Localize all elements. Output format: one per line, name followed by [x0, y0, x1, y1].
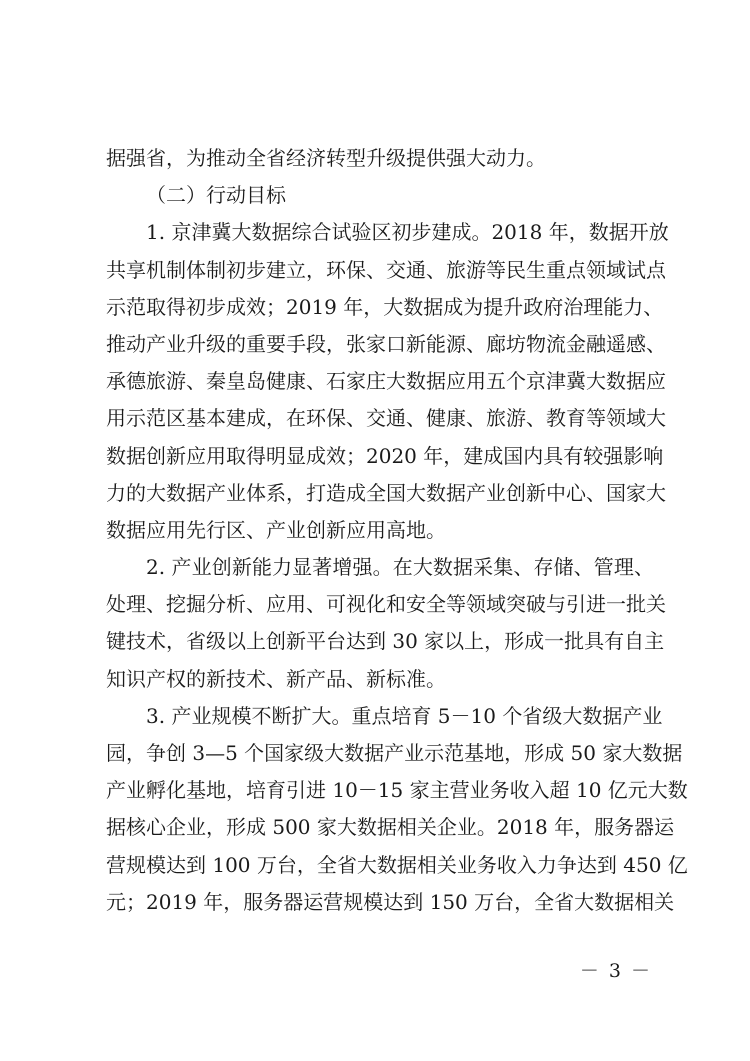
text-line: 营规模达到 100 万台，全省大数据相关业务收入力争达到 450 亿	[106, 852, 688, 877]
text-line: 3. 产业规模不断扩大。重点培育 5－10 个省级大数据产业	[146, 703, 663, 728]
body-text	[106, 140, 688, 921]
text-line: 处理、挖掘分析、应用、可视化和安全等领域突破与引进一批关	[106, 592, 666, 617]
text-line: 据强省，为推动全省经济转型升级提供强大动力。	[106, 146, 546, 170]
text-line: 数据应用先行区、产业创新应用高地。	[106, 517, 446, 542]
text-line: 示范取得初步成效；2019 年，大数据成为提升政府治理能力、	[106, 294, 664, 319]
text-line: 承德旅游、秦皇岛健康、石家庄大数据应用五个京津冀大数据应	[106, 369, 666, 394]
text-line: 知识产权的新技术、新产品、新标准。	[106, 666, 446, 691]
text-line: 数据创新应用取得明显成效；2020 年，建成国内具有较强影响	[106, 443, 664, 468]
text-line: 据核心企业，形成 500 家大数据相关企业。2018 年，服务器运	[106, 815, 675, 840]
text-line: 键技术，省级以上创新平台达到 30 家以上，形成一批具有自主	[106, 629, 665, 654]
text-line: 1. 京津冀大数据综合试验区初步建成。2018 年，数据开放	[146, 220, 669, 245]
text-line: 产业孵化基地，培育引进 10－15 家主营业务收入超 10 亿元大数	[106, 778, 688, 803]
text-line: 共享机制体制初步建立，环保、交通、旅游等民生重点领域试点	[106, 257, 666, 282]
text-line: 元；2019 年，服务器运营规模达到 150 万台，全省大数据相关	[106, 889, 675, 914]
text-line: （二）行动目标	[146, 183, 286, 208]
text-line: 用示范区基本建成，在环保、交通、健康、旅游、教育等领域大	[106, 406, 666, 431]
text-line: 2. 产业创新能力显著增强。在大数据采集、存储、管理、	[146, 555, 654, 580]
text-line: 园，争创 3—5 个国家级大数据产业示范基地，形成 50 家大数据	[106, 741, 683, 765]
page-number: － 3 －	[579, 960, 652, 982]
text-line: 推动产业升级的重要手段，张家口新能源、廊坊物流金融遥感、	[106, 331, 666, 356]
text-line: 力的大数据产业体系，打造成全国大数据产业创新中心、国家大	[106, 480, 666, 505]
